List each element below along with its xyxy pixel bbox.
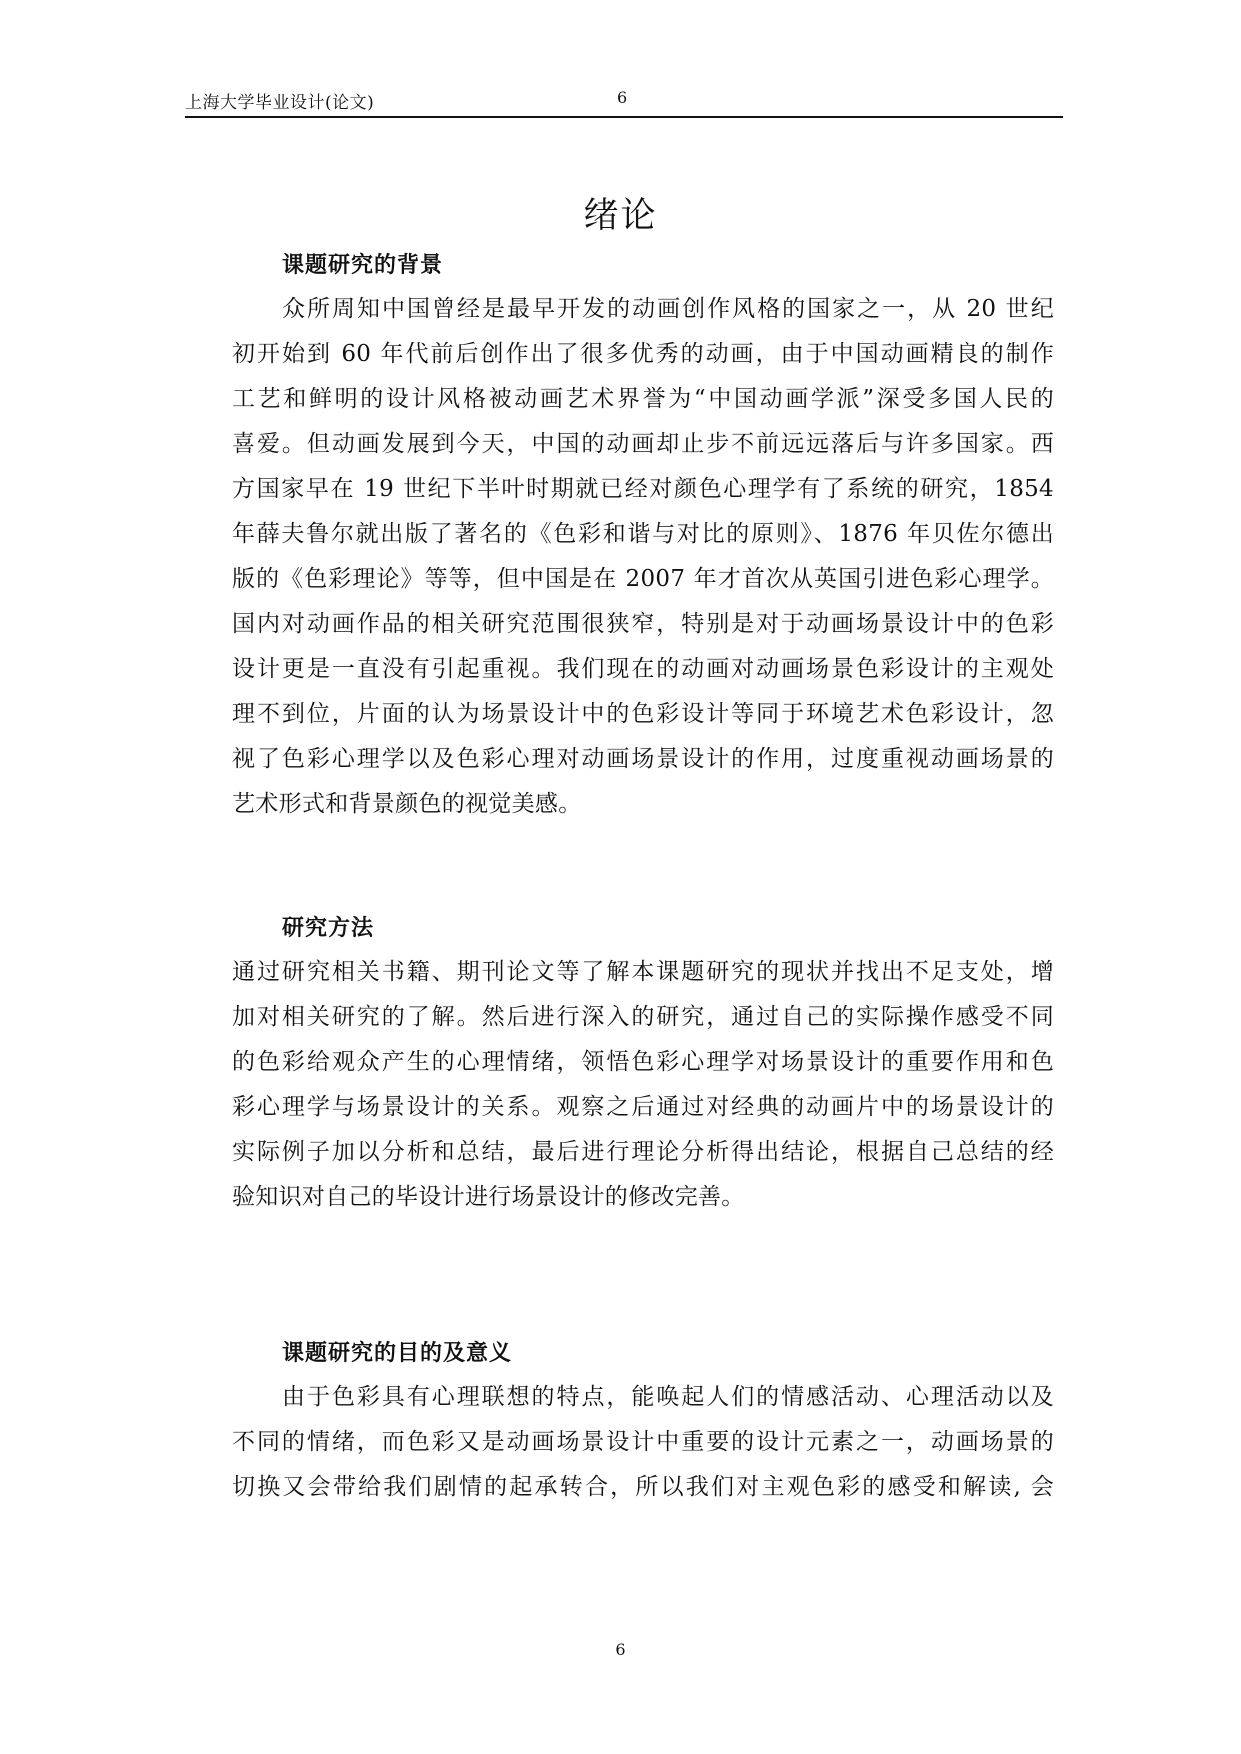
footer-page-number: 6 (615, 1640, 626, 1659)
section-heading-background: 课题研究的背景 (282, 253, 444, 278)
paragraph-line: 方国家早在 19 世纪下半叶时期就已经对颜色心理学有了系统的研究，1854 (232, 476, 1054, 502)
chapter-title: 绪论 (583, 196, 658, 236)
paragraph-line: 的色彩给观众产生的心理情绪，领悟色彩心理学对场景设计的重要作用和色 (232, 1049, 1054, 1075)
header-title: 上海大学毕业设计(论文) (185, 93, 375, 113)
paragraph-background (232, 287, 1054, 827)
paragraph-line: 艺术形式和背景颜色的视觉美感。 (232, 791, 582, 817)
paragraph-line: 国内对动画作品的相关研究范围很狭窄，特别是对于动画场景设计中的色彩 (232, 611, 1054, 637)
paragraph-line: 版的《色彩理论》等等，但中国是在 2007 年才首次从英国引进色彩心理学。 (232, 566, 1054, 592)
paragraph-line: 实际例子加以分析和总结，最后进行理论分析得出结论，根据自己总结的经 (232, 1139, 1054, 1165)
running-header (185, 86, 1063, 118)
paragraph-line: 验知识对自己的毕设计进行场景设计的修改完善。 (232, 1184, 745, 1210)
header-page-number: 6 (617, 88, 628, 107)
paragraph-line: 切换又会带给我们剧情的起承转合，所以我们对主观色彩的感受和解读, 会 (232, 1474, 1054, 1500)
paragraph-line: 喜爱。但动画发展到今天，中国的动画却止步不前远远落后与许多国家。西 (232, 431, 1054, 457)
paragraph-line: 彩心理学与场景设计的关系。观察之后通过对经典的动画片中的场景设计的 (232, 1094, 1054, 1120)
paragraph-methods (232, 950, 1054, 1220)
paragraph-purpose (232, 1375, 1054, 1510)
paragraph-line: 理不到位，片面的认为场景设计中的色彩设计等同于环境艺术色彩设计，忽 (232, 701, 1054, 727)
section-heading-methods: 研究方法 (282, 916, 375, 941)
paragraph-line: 工艺和鲜明的设计风格被动画艺术界誉为“中国动画学派”深受多国人民的 (232, 386, 1054, 412)
section-heading-purpose: 课题研究的目的及意义 (282, 1341, 513, 1366)
paragraph-line: 初开始到 60 年代前后创作出了很多优秀的动画，由于中国动画精良的制作 (232, 341, 1054, 367)
paragraph-line: 通过研究相关书籍、期刊论文等了解本课题研究的现状并找出不足支处，增 (232, 959, 1054, 985)
paragraph-line: 加对相关研究的了解。然后进行深入的研究，通过自己的实际操作感受不同 (232, 1004, 1054, 1030)
paragraph-line: 设计更是一直没有引起重视。我们现在的动画对动画场景色彩设计的主观处 (232, 656, 1054, 682)
paragraph-line: 年薛夫鲁尔就出版了著名的《色彩和谐与对比的原则》、1876 年贝佐尔德出 (232, 521, 1054, 547)
paragraph-line: 众所周知中国曾经是最早开发的动画创作风格的国家之一，从 20 世纪 (282, 296, 1054, 322)
paragraph-line: 由于色彩具有心理联想的特点，能唤起人们的情感活动、心理活动以及 (282, 1384, 1054, 1410)
paragraph-line: 不同的情绪，而色彩又是动画场景设计中重要的设计元素之一，动画场景的 (232, 1429, 1054, 1455)
paragraph-line: 视了色彩心理学以及色彩心理对动画场景设计的作用，过度重视动画场景的 (232, 746, 1054, 772)
